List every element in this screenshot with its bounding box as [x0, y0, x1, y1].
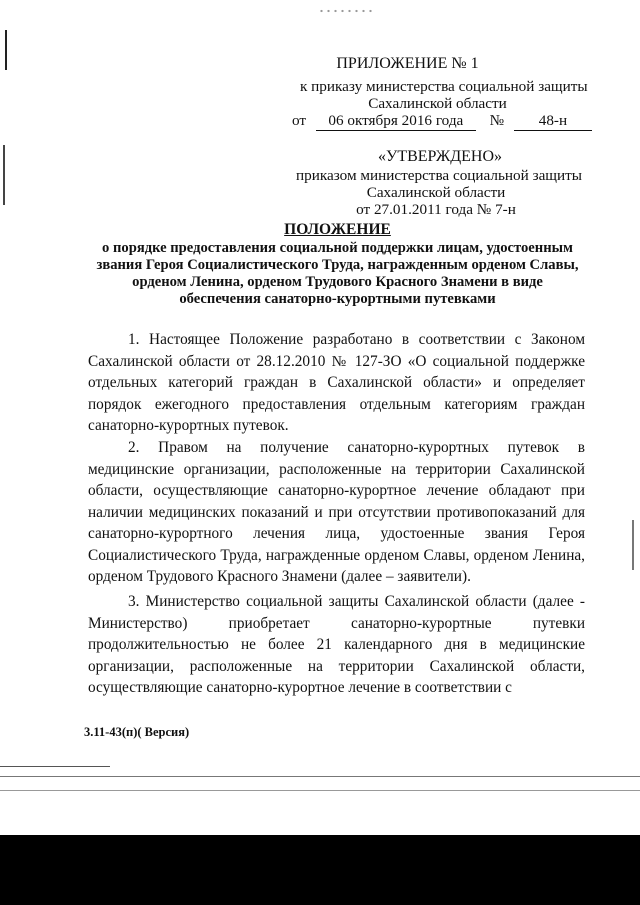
order-reference-line2: Сахалинской области: [368, 95, 507, 112]
approval-line2: Сахалинской области: [366, 184, 506, 201]
scan-artifact-right: [632, 520, 634, 570]
approval-line1: приказом министерства социальной защиты: [296, 167, 582, 184]
paragraph-3: 3. Министерство социальной защиты Сахалинской области (далее - Министерство) приобретает санаторно-курортные путевки продолжительностью не более 21 календарного дня в медицинские организации, расположенные на территории Сахалинской области, осуществляющие санаторно-курортное лечение в соответствии с: [88, 593, 585, 696]
appendix-title: ПРИЛОЖЕНИЕ № 1: [336, 55, 479, 72]
scan-border-bottom: [0, 835, 640, 905]
order-from-label: от: [292, 112, 307, 129]
order-date: 06 октября 2016 года: [316, 112, 476, 131]
scan-line: [0, 776, 640, 777]
document-title: ПОЛОЖЕНИЕ: [284, 221, 391, 238]
order-number: 48-н: [514, 112, 592, 131]
approval-line3: от 27.01.2011 года № 7-н: [356, 201, 516, 218]
document-subtitle-line4: обеспечения санаторно-курортными путевками: [179, 291, 496, 307]
scan-artifact-left-mid: [3, 145, 5, 205]
document-subtitle-line2: звания Героя Социалистического Труда, награжденным орденом Славы,: [96, 257, 579, 273]
paragraph-2: 2. Правом на получение санаторно-курортных путевок в медицинские организации, расположенные на территории Сахалинской области, осуществляющие санаторно-курортное лечение обладают при наличии медицинских показаний и при отсутствии противопоказаний для санаторно-курортного лечения лица, удостоенные звания Героя Социалистического Труда, награжденные орденом Славы, орденом Ленина, орденом Трудового Красного Знамени (далее – заявители).: [88, 439, 585, 585]
scan-line: [0, 790, 640, 791]
scan-noise: [318, 8, 373, 14]
scan-line: [0, 766, 110, 767]
order-date-row: [292, 112, 592, 131]
scan-artifact-left-top: [5, 30, 7, 70]
paragraph-1: 1. Настоящее Положение разработано в соответствии с Законом Сахалинской области от 28.12.2010 № 127-ЗО «О социальной поддержке отдельных категорий граждан в Сахалинской области» и определяет порядок ежегодного предоставления отдельным категориям граждан санаторно-курортных путевок.: [88, 331, 585, 434]
order-number-label: №: [489, 112, 505, 129]
document-subtitle-line3: орденом Ленина, орденом Трудового Красного Знамени в виде: [132, 274, 543, 290]
document-footer-code: 3.11-43(п)( Версия): [84, 725, 190, 739]
order-reference-line1: к приказу министерства социальной защиты: [300, 78, 588, 95]
document-subtitle-line1: о порядке предоставления социальной поддержки лицам, удостоенным: [102, 240, 573, 256]
approval-stamp-label: «УТВЕРЖДЕНО»: [377, 148, 502, 165]
